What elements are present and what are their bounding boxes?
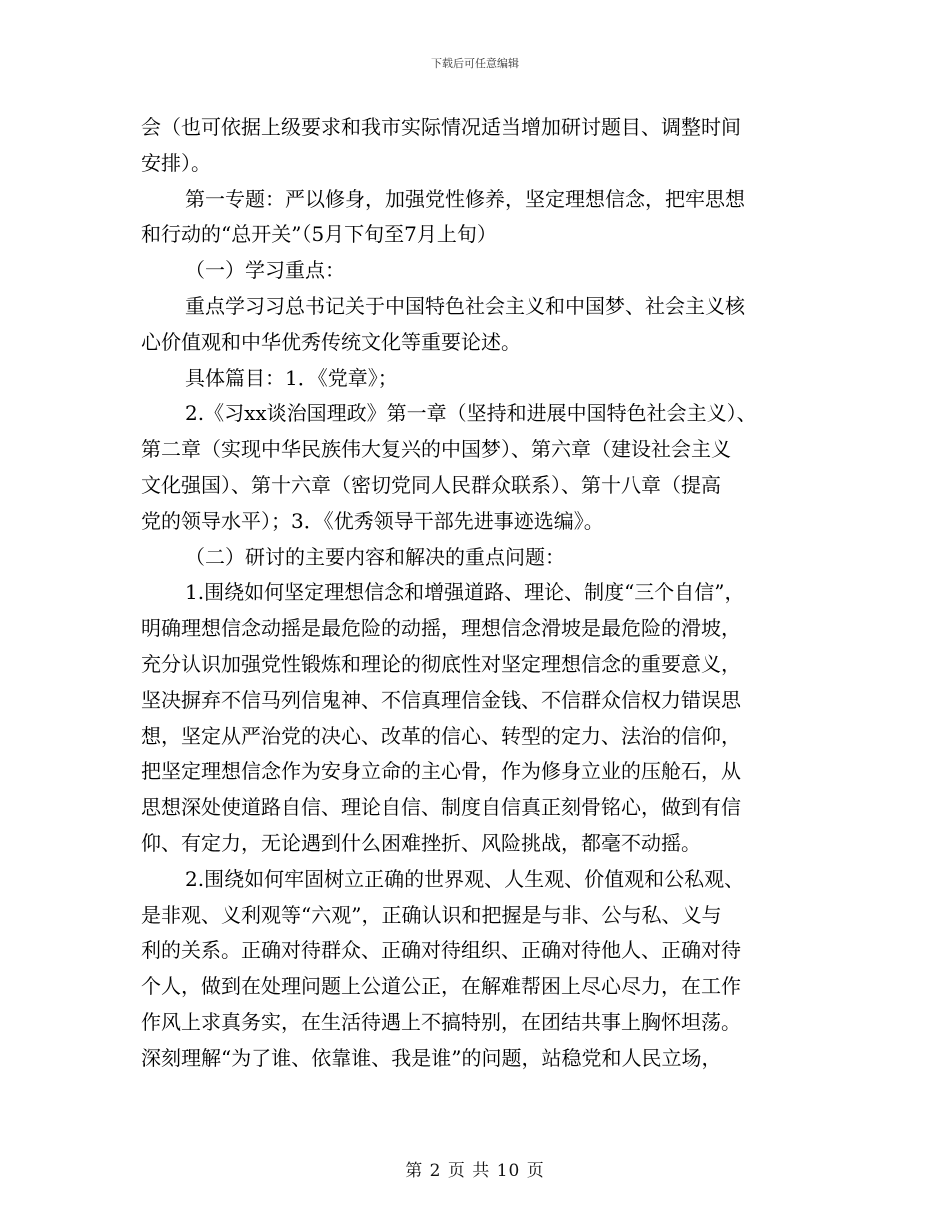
text-line: 第一专题：严以修身，加强党性修养，坚定理想信念，把牢思想: [185, 186, 745, 211]
text-line: 1.围绕如何坚定理想信念和增强道路、理论、制度“三个自信”，: [185, 580, 745, 605]
text-line: 安排）。: [141, 150, 211, 175]
text-line: 利的关系。正确对待群众、正确对待组织、正确对待他人、正确对待: [141, 938, 741, 963]
text-line: 把坚定理想信念作为安身立命的主心骨，作为修身立业的压舱石，从: [141, 759, 741, 784]
text-line: 和行动的“总开关”（5月下旬至7月上旬）: [141, 222, 497, 247]
text-line: 明确理想信念动摇是最危险的动摇，理想信念滑坡是最危险的滑坡，: [141, 616, 741, 641]
text-line: 仰、有定力，无论遇到什么困难挫折、风险挑战，都毫不动摇。: [141, 830, 701, 855]
text-line: 具体篇目：1．《党章》；: [185, 365, 398, 390]
text-line: 会（也可依据上级要求和我市实际情况适当增加研讨题目、调整时间: [141, 115, 741, 139]
text-line: 心价值观和中华优秀传统文化等重要论述。: [141, 329, 521, 354]
text-line: 党的领导水平）；3．《优秀领导干部先进事迹选编》。: [141, 508, 604, 533]
text-line: 个人，做到在处理问题上公道公正，在解难帮困上尽心尽力，在工作: [141, 974, 741, 999]
text-line: 思想深处使道路自信、理论自信、制度自信真正刻骨铭心，做到有信: [141, 795, 741, 820]
text-line: 是非观、义利观等“六观”，正确认识和把握是与非、公与私、义与: [141, 902, 722, 927]
text-line: 充分认识加强党性锻炼和理论的彻底性对坚定理想信念的重要意义，: [141, 651, 741, 676]
page-header: 下载后可任意编辑: [431, 57, 519, 70]
text-line: 文化强国）、第十六章（密切党同人民群众联系）、第十八章（提高: [141, 472, 721, 497]
text-line: 作风上求真务实，在生活待遇上不搞特别，在团结共事上胸怀坦荡。: [141, 1009, 741, 1034]
text-line: 2.《习xx谈治国理政》第一章（坚持和进展中国特色社会主义）、: [185, 401, 757, 426]
page-footer: 第 2 页 共 10 页: [405, 1161, 545, 1181]
text-line: （二）研讨的主要内容和解决的重点问题：: [185, 544, 565, 569]
text-line: 想，坚定从严治党的决心、改革的信心、转型的定力、法治的信仰，: [141, 723, 741, 748]
text-line: （一）学习重点：: [185, 258, 345, 283]
document-body: [141, 110, 831, 1077]
text-line: 2.围绕如何牢固树立正确的世界观、人生观、价值观和公私观、: [185, 866, 745, 891]
text-line: 深刻理解“为了谁、依靠谁、我是谁”的问题，站稳党和人民立场，: [141, 1045, 722, 1070]
text-line: 坚决摒弃不信马列信鬼神、不信真理信金钱、不信群众信权力错误思: [141, 687, 741, 712]
text-line: 第二章（实现中华民族伟大复兴的中国梦）、第六章（建设社会主义: [141, 437, 731, 462]
text-line: 重点学习习总书记关于中国特色社会主义和中国梦、社会主义核: [185, 293, 745, 318]
